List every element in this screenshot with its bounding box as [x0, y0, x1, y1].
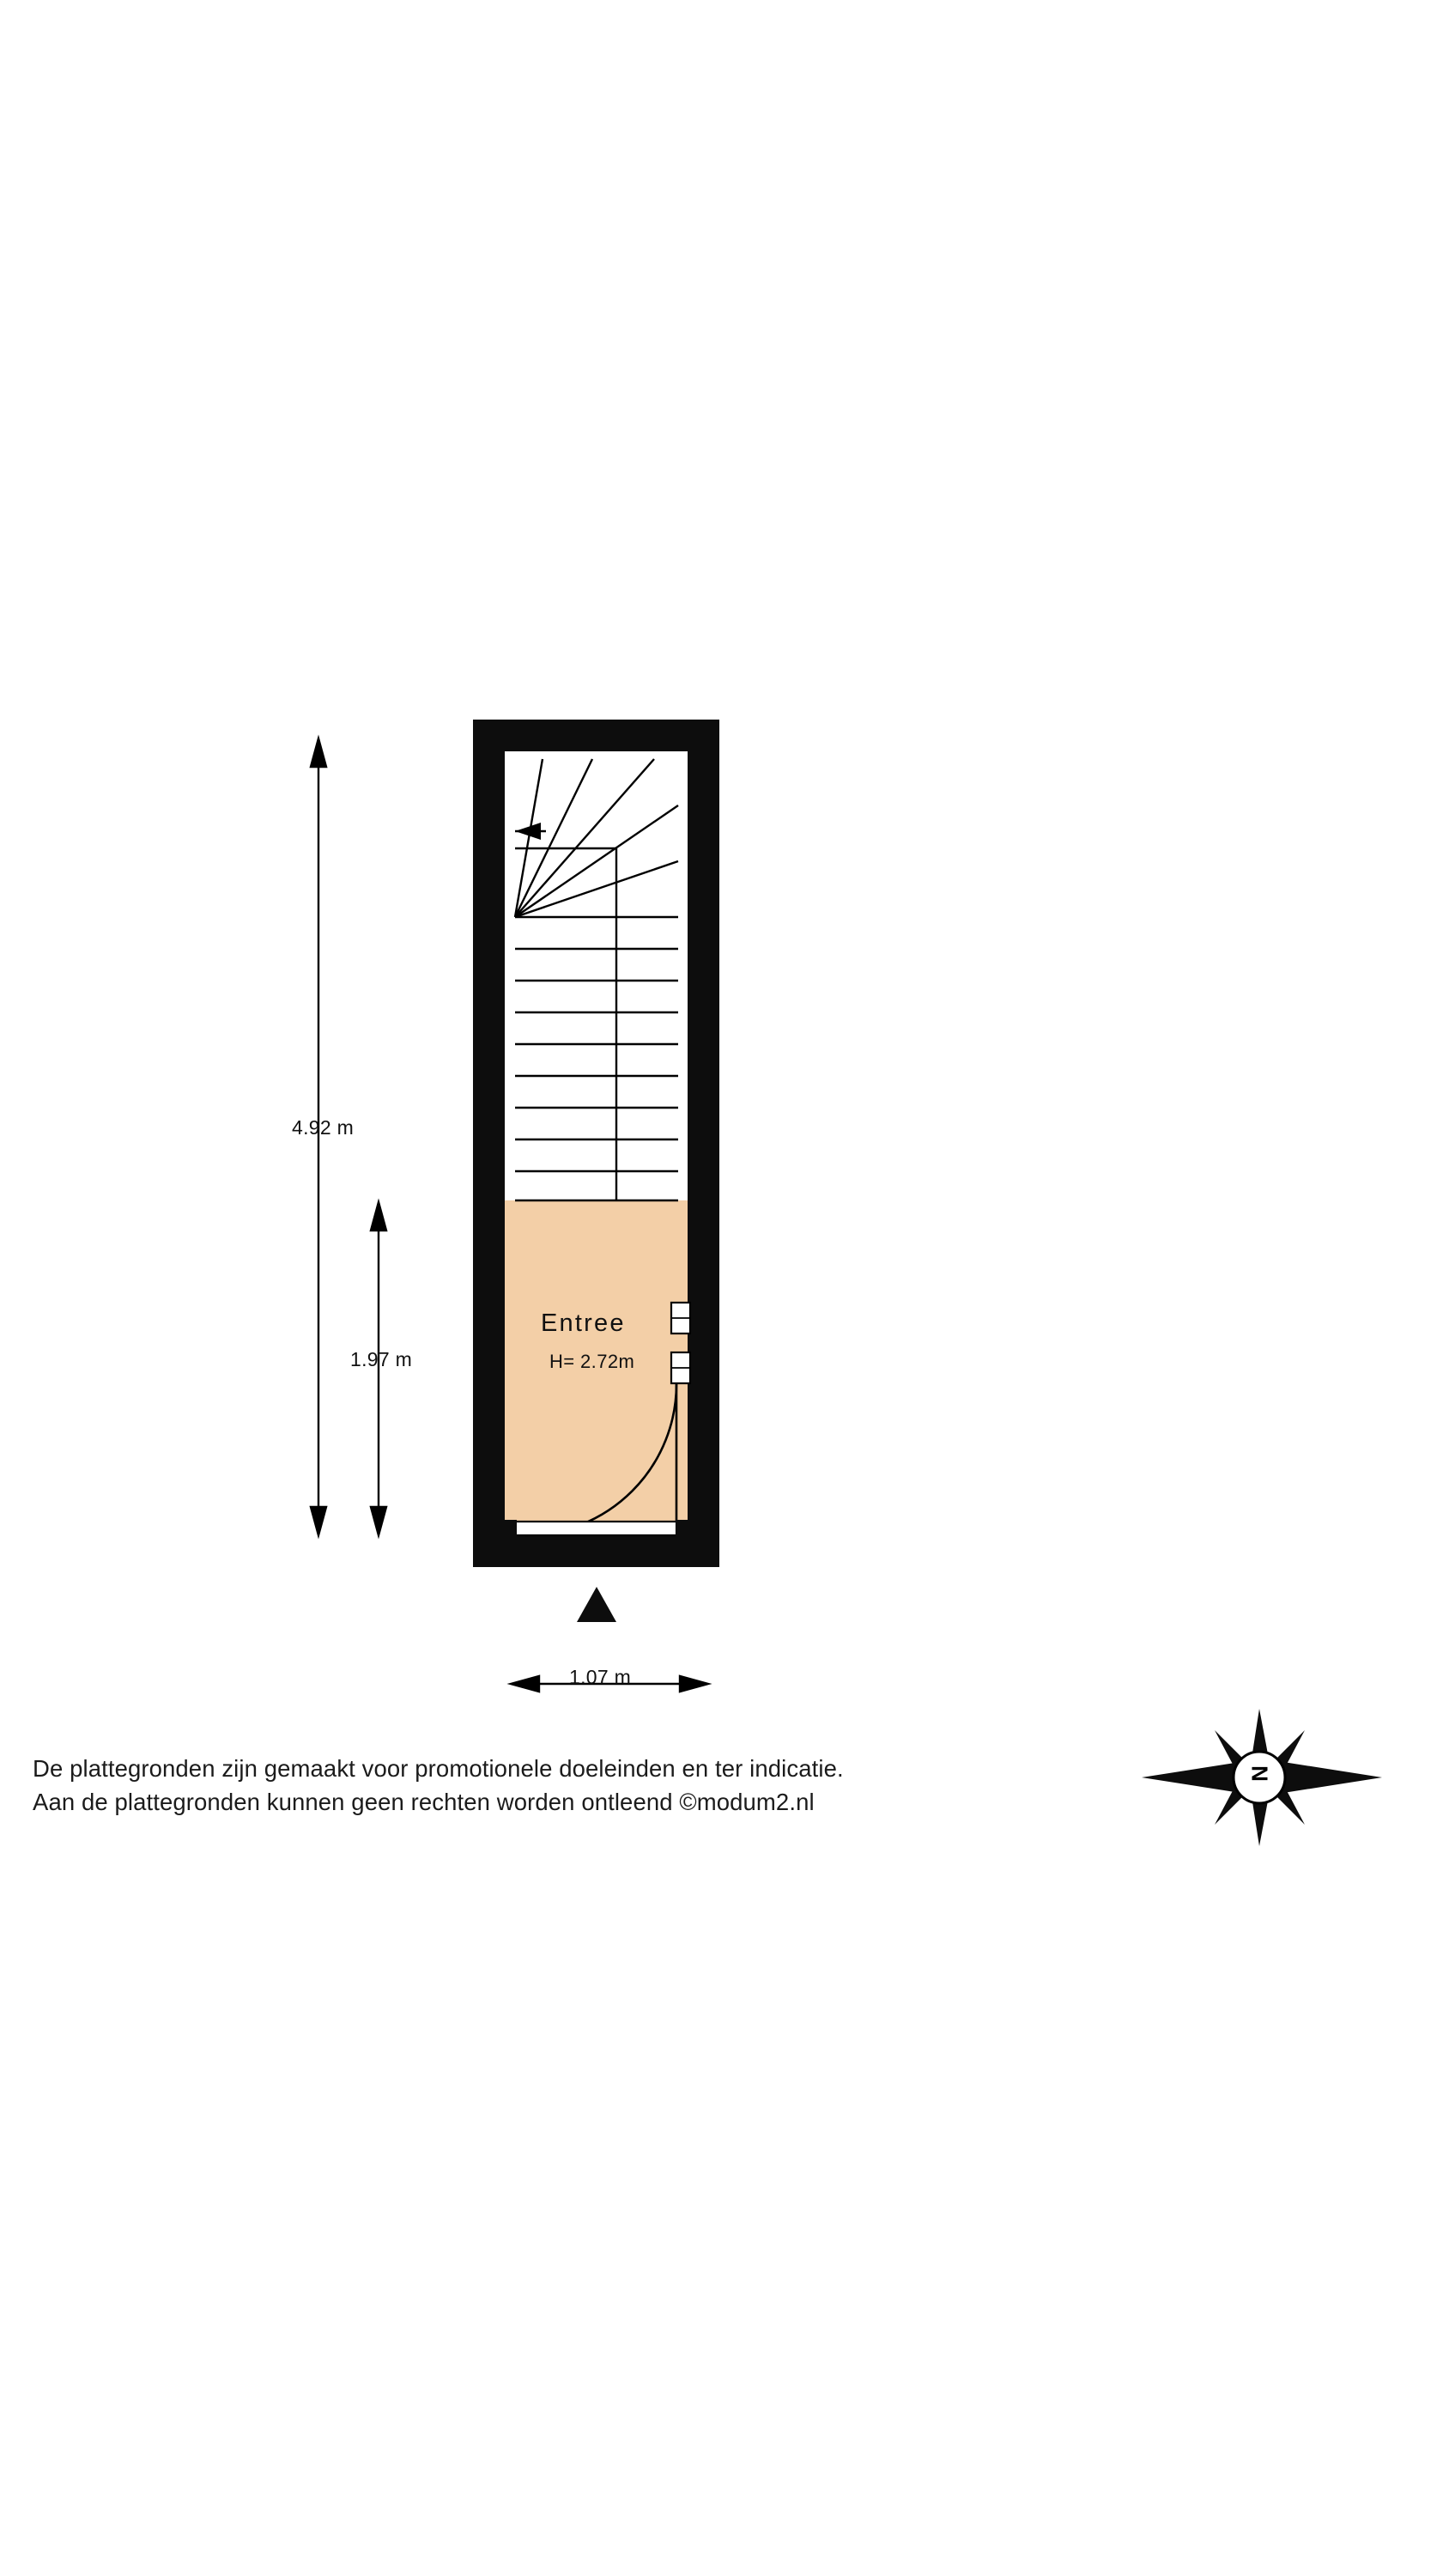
room-height-entree: H= 2.72m — [549, 1351, 635, 1372]
dimension-label-total-depth: 4.92 m — [292, 1116, 355, 1139]
disclaimer-line-2: Aan de plattegronden kunnen geen rechten worden ontleend ©modum2.nl — [33, 1789, 815, 1816]
view-direction-marker — [577, 1587, 616, 1622]
dimension-label-width: 1.07 m — [569, 1666, 632, 1688]
room-label-entree: Entree — [541, 1309, 626, 1337]
staircase — [505, 751, 688, 1200]
compass-north-letter: N — [1246, 1765, 1273, 1782]
disclaimer-text — [33, 1752, 1166, 1819]
disclaimer-line-1: De plattegronden zijn gemaakt voor promotionele doeleinden en ter indicatie. — [33, 1755, 844, 1782]
dimension-label-entree-depth: 1.97 m — [350, 1348, 413, 1370]
